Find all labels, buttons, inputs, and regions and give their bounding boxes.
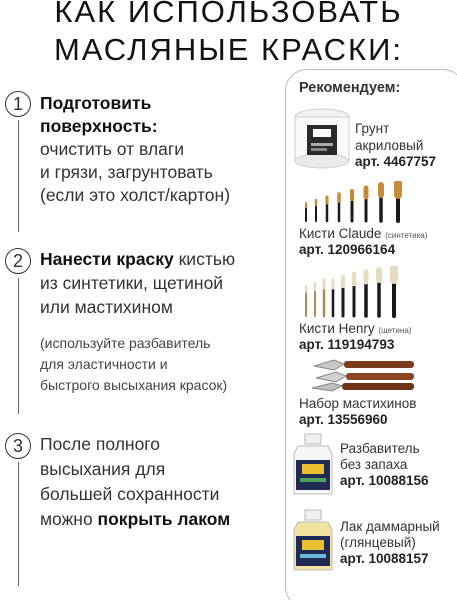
- step-2-note-2: для эластичности и: [40, 356, 168, 372]
- recommend-title: Рекомендуем:: [299, 80, 401, 96]
- step-1-heading-1: Подготовить: [40, 93, 152, 113]
- step-3-text-4: можно покрыть лаком: [40, 509, 231, 529]
- product-primer-name-1: Грунт: [355, 121, 390, 136]
- step-2-note-1: (используйте разбавитель: [40, 335, 211, 351]
- step-1-divider: [18, 120, 19, 232]
- step-2-text-1: Нанести краску кистью: [40, 249, 236, 269]
- product-knives-name: Набор мастихинов: [299, 396, 417, 411]
- product-varnish-name-1: Лак даммарный: [340, 519, 440, 534]
- step-1-text-3: (если это холст/картон): [40, 185, 231, 205]
- step-number-1: 1: [5, 91, 31, 117]
- product-primer-art: арт. 4467757: [355, 154, 437, 169]
- product-thinner-name-2: без запаха: [340, 457, 408, 472]
- thinner-bottle-image: [290, 432, 336, 498]
- step-3-text-3: большей сохранности: [40, 484, 220, 504]
- product-henry-art: арт. 119194793: [299, 337, 395, 352]
- product-claude-art: арт. 120966164: [299, 242, 396, 257]
- varnish-bottle-image: [290, 508, 336, 574]
- page-title-line2: МАСЛЯНЫЕ КРАСКИ:: [53, 32, 404, 67]
- page-title-line1: КАК ИСПОЛЬЗОВАТЬ: [54, 0, 403, 29]
- product-thinner-name-1: Разбавитель: [340, 441, 420, 456]
- claude-brushes-image: [300, 181, 412, 223]
- product-primer-name-2: акриловый: [355, 138, 424, 153]
- step-2-divider: [18, 278, 19, 414]
- henry-brushes-image: [300, 266, 412, 318]
- product-claude-name: Кисти Claude (синтетика): [299, 226, 428, 241]
- step-3-text-2: высыхания для: [40, 459, 166, 479]
- step-1-heading-2: поверхность:: [40, 116, 158, 136]
- product-knives-art: арт. 13556960: [299, 412, 388, 427]
- step-1-text-2: и грязи, загрунтовать: [40, 162, 213, 182]
- primer-jar-image: [293, 107, 351, 169]
- step-number-3: 3: [5, 433, 31, 459]
- product-varnish-name-2: (глянцевый): [340, 535, 416, 550]
- product-henry-name: Кисти Henry (щетина): [299, 321, 412, 336]
- step-2-text-3: или мастихином: [40, 297, 173, 317]
- step-3-divider: [18, 462, 19, 586]
- product-thinner-art: арт. 10088156: [340, 473, 429, 488]
- step-3-text-1: После полного: [40, 434, 161, 454]
- palette-knives-image: [310, 356, 422, 392]
- product-varnish-art: арт. 10088157: [340, 551, 429, 566]
- step-1-text-1: очистить от влаги: [40, 139, 184, 159]
- step-2-text-2: из синтетики, щетиной: [40, 273, 224, 293]
- step-2-note-3: быстрого высыхания красок): [40, 377, 228, 393]
- step-number-2: 2: [5, 248, 31, 274]
